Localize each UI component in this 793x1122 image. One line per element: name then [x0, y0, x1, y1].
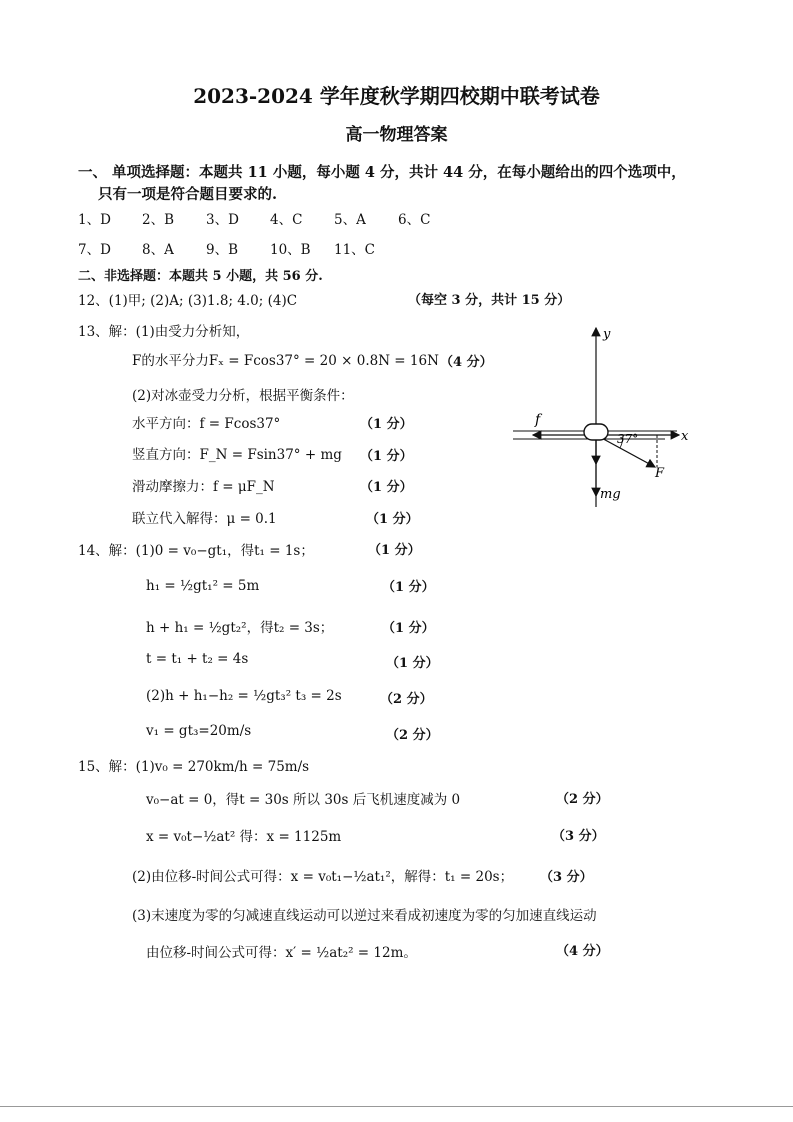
section1-heading-line1: 一、 单项选择题：本题共 11 小题，每小题 4 分，共计 44 分，在每小题给出的四个选项中，: [78, 164, 686, 181]
section1-heading-line2: 只有一项是符合题目要求的.: [98, 186, 278, 203]
q14-line4: t = t₁ + t₂ = 4s: [146, 651, 249, 667]
q15-line4: (2)由位移-时间公式可得：x = v₀t₁−½at₁²，解得：t₁ = 20s；: [132, 869, 514, 885]
q13-line2-score: （4 分）: [440, 355, 493, 370]
label-F: F: [655, 466, 665, 481]
q13-line6-score: （1 分）: [360, 480, 413, 495]
q13-line2: F的水平分力Fₓ = Fcos37° = 20 × 0.8N = 16N: [132, 353, 439, 369]
q13-line7: 联立代入解得：μ = 0.1: [132, 511, 277, 527]
answers-row-2: [78, 238, 398, 258]
q13-line4: 水平方向：f = Fcos37°: [132, 416, 281, 432]
q15-line6-score: （4 分）: [556, 944, 609, 959]
answer-7: 7、D: [78, 242, 111, 258]
answer-2: 2、B: [142, 212, 175, 228]
q13-line5-score: （1 分）: [360, 449, 413, 464]
page-subtitle: 高一物理答案: [345, 125, 448, 145]
q12-score: （每空 3 分，共计 15 分）: [408, 293, 571, 308]
q13-line1: 13、解：(1)由受力分析知，: [78, 324, 250, 340]
q15-line2: v₀−at = 0，得t = 30s 所以 30s 后飞机速度减为 0: [146, 792, 461, 808]
q14-line5: (2)h + h₁−h₂ = ½gt₃² t₃ = 2s: [146, 688, 342, 704]
q15-line2-score: （2 分）: [556, 792, 609, 807]
label-y: y: [603, 327, 611, 342]
q13-line6: 滑动摩擦力：f = μF_N: [132, 479, 275, 495]
q15-line1: 15、解：(1)v₀ = 270km/h = 75m/s: [78, 759, 310, 775]
answer-10: 10、B: [270, 242, 311, 258]
q14-line6-score: （2 分）: [386, 728, 439, 743]
answer-8: 8、A: [142, 242, 174, 258]
q14-line1-score: （1 分）: [368, 543, 421, 558]
q15-line5: (3)末速度为零的匀减速直线运动可以逆过来看成初速度为零的匀加速直线运动: [132, 908, 597, 924]
page-bottom-rule: [0, 1106, 793, 1107]
label-f: f: [535, 412, 541, 428]
q14-line1: 14、解：(1)0 = v₀−gt₁，得t₁ = 1s；: [78, 543, 314, 559]
force-diagram: [505, 322, 705, 514]
label-angle: 37°: [617, 432, 639, 446]
q14-line2: h₁ = ½gt₁² = 5m: [146, 578, 260, 594]
answer-1: 1、D: [78, 212, 111, 228]
answer-4: 4、C: [270, 212, 303, 228]
label-x: x: [681, 429, 689, 444]
q15-line3: x = v₀t−½at² 得：x = 1125m: [146, 829, 342, 845]
page-title: 2023-2024 学年度秋学期四校期中联考试卷: [193, 84, 600, 108]
answer-5: 5、A: [334, 212, 366, 228]
q15-line6: 由位移-时间公式可得：x′ = ½at₂² = 12m。: [146, 945, 417, 961]
label-mg: mg: [600, 487, 621, 502]
section2-heading: 二、非选择题：本题共 5 小题，共 56 分.: [78, 269, 323, 284]
answer-11: 11、C: [334, 242, 376, 258]
q12-answer: 12、(1)甲; (2)A; (3)1.8; 4.0; (4)C: [78, 293, 298, 309]
curling-stone: [584, 424, 608, 440]
q13-line5: 竖直方向：F_N = Fsin37° + mg: [132, 447, 342, 463]
q14-line5-score: （2 分）: [380, 692, 433, 707]
q13-line7-score: （1 分）: [366, 512, 419, 527]
q14-line3: h + h₁ = ½gt₂²，得t₂ = 3s；: [146, 620, 334, 636]
answer-9: 9、B: [206, 242, 239, 258]
answers-row-1: [78, 208, 462, 228]
q13-line4-score: （1 分）: [360, 417, 413, 432]
q13-line3: (2)对冰壶受力分析，根据平衡条件：: [132, 388, 354, 404]
q14-line3-score: （1 分）: [382, 621, 435, 636]
answer-3: 3、D: [206, 212, 239, 228]
q15-line4-score: （3 分）: [540, 870, 593, 885]
answer-6: 6、C: [398, 212, 431, 228]
q15-line3-score: （3 分）: [552, 829, 605, 844]
q14-line2-score: （1 分）: [382, 580, 435, 595]
q14-line6: v₁ = gt₃=20m/s: [146, 723, 252, 739]
q14-line4-score: （1 分）: [386, 656, 439, 671]
